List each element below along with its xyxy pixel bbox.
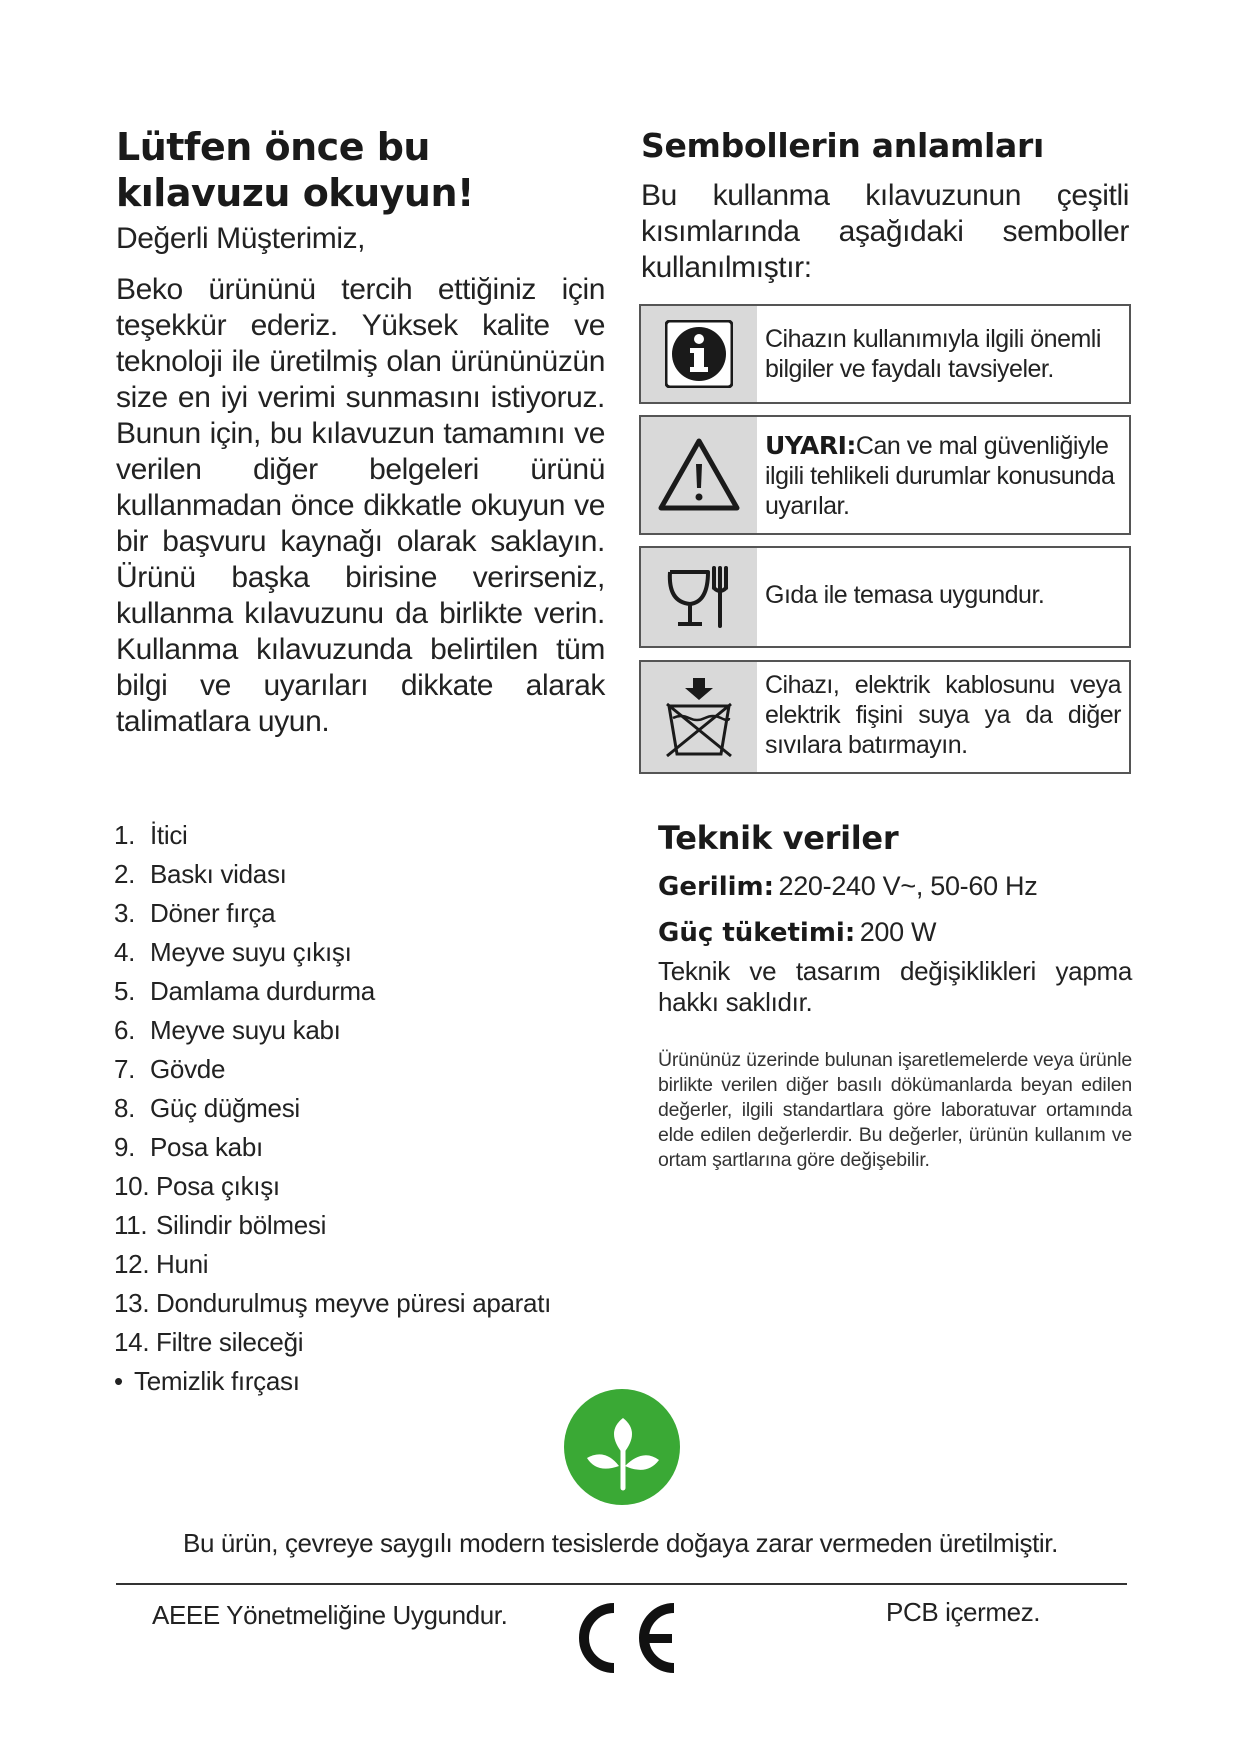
voltage-label: Gerilim: — [658, 872, 775, 902]
list-item: 11. Silindir bölmesi — [114, 1210, 327, 1240]
pcb-free: PCB içermez. — [886, 1597, 1041, 1627]
do-not-immerse-icon — [641, 662, 757, 772]
eco-statement: Bu ürün, çevreye saygılı modern tesislerde doğaya zarar vermeden üretilmiştir. — [183, 1528, 1058, 1558]
symbol-row-info — [639, 304, 1131, 404]
list-item: 8. Güç düğmesi — [114, 1093, 300, 1123]
list-item: 7. Gövde — [114, 1054, 226, 1084]
list-item: • Temizlik fırçası — [114, 1366, 300, 1396]
list-item: 3. Döner fırça — [114, 898, 276, 928]
greeting: Değerli Müşterimiz, — [116, 222, 366, 255]
list-item: 2. Baskı vidası — [114, 859, 287, 889]
symbol-text: Cihazı, elektrik kablosunu veya elektrik fişini suya ya da diğer sıvılara batırmayın. — [765, 671, 1121, 759]
power-label: Güç tüketimi: — [658, 918, 856, 948]
symbol-row-warning — [639, 415, 1131, 535]
symbol-row-food-safe — [639, 546, 1131, 648]
leaf-icon — [563, 1388, 681, 1506]
tech-title: Teknik veriler — [658, 819, 899, 857]
food-safe-icon — [641, 548, 757, 646]
list-item: 13. Dondurulmuş meyve püresi aparatı — [114, 1288, 552, 1318]
list-item: 14. Filtre sileceği — [114, 1327, 304, 1357]
list-item: 1. İtici — [114, 820, 188, 850]
symbol-text: Cihazın kullanımıyla ilgili önemli bilgiler ve faydalı tavsiyeler. — [765, 325, 1101, 383]
list-item: 12. Huni — [114, 1249, 209, 1279]
aeee-compliance: AEEE Yönetmeliğine Uygundur. — [152, 1600, 508, 1630]
warning-label: UYARI: — [765, 431, 856, 460]
symbol-text: Gıda ile temasa uygundur. — [765, 581, 1045, 609]
power-value: 200 W — [859, 917, 937, 947]
ce-mark-icon — [570, 1598, 680, 1678]
warning-icon — [641, 417, 757, 533]
symbols-intro: Bu kullanma kılavuzunun çeşitli kısımlarında aşağıdaki semboller kullanılmıştır: — [641, 179, 1129, 284]
voltage-value: 220-240 V~, 50-60 Hz — [778, 871, 1038, 901]
symbols-title: Sembollerin anlamları — [641, 126, 1044, 165]
tech-note: Teknik ve tasarım değişiklikleri yapma hakkı saklıdır. — [658, 956, 1132, 1017]
footer-divider — [116, 1583, 1127, 1585]
list-item: 4. Meyve suyu çıkışı — [114, 937, 352, 967]
intro-paragraph: Beko ürününü tercih ettiğiniz için teşekkür ederiz. Yüksek kalite ve teknoloji ile üretilmiş olan ürününüzün size en iyi verimi sunmasını istiyoruz. Bunun için, bu kılavuzun tamamını ve verilen diğer belgeleri ürünü kullanmadan önce dikkatle okuyun ve bir başvuru kaynağı olarak saklayın. Ürünü başka birisine verirseniz, kullanma kılavuzunu da birlikte verin. Kullanma kılavuzunda belirtilen tüm bilgi ve uyarıları dikkate alarak talimatlara uyun. — [116, 273, 605, 738]
symbol-text: Can ve mal güvenliğiyle ilgili tehlikeli durumlar konusunda uyarılar. — [765, 432, 1115, 520]
power-row — [658, 917, 936, 948]
tech-disclaimer: Ürününüz üzerinde bulunan işaretlemelerde veya ürünle birlikte verilen diğer basılı dökümanlarda beyan edilen değerler, ilgili standartlara göre laboratuvar ortamında elde edilen değerlerdir. Bu değerler, ürünün kullanım ve ortam şartlarına göre değişebilir. — [658, 1049, 1132, 1171]
list-item: 5. Damlama durdurma — [114, 976, 375, 1006]
list-item: 10. Posa çıkışı — [114, 1171, 280, 1201]
parts-list — [114, 816, 551, 1401]
voltage-row — [658, 871, 1037, 902]
list-item: 6. Meyve suyu kabı — [114, 1015, 341, 1045]
symbol-row-do-not-immerse — [639, 660, 1131, 774]
page-title: Lütfen önce bu kılavuzu okuyun! — [116, 125, 474, 215]
info-icon — [641, 306, 757, 402]
list-item: 9. Posa kabı — [114, 1132, 263, 1162]
